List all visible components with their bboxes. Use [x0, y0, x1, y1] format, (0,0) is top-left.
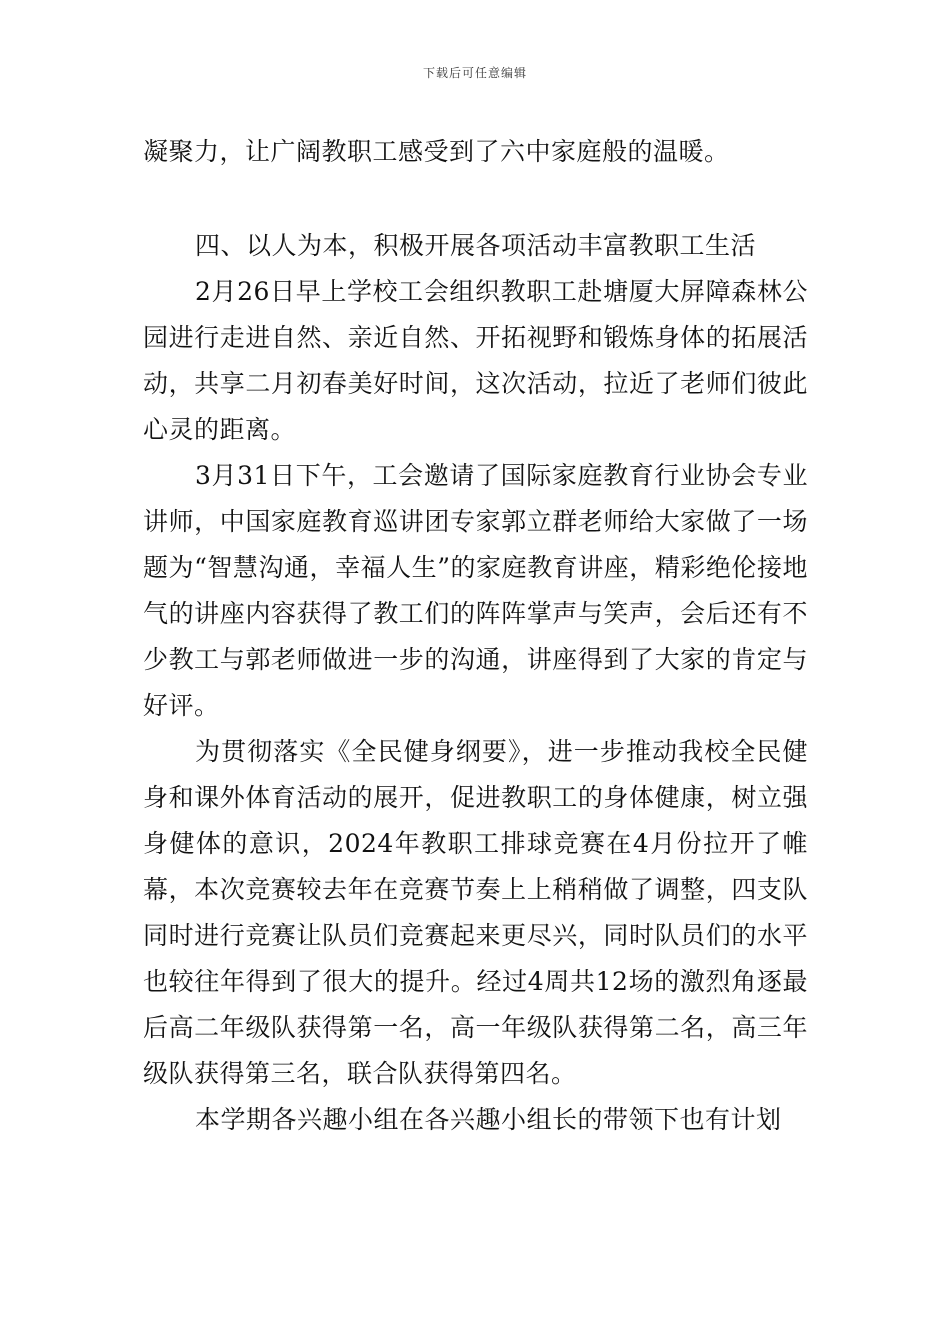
paragraph-interest-groups: 本学期各兴趣小组在各兴趣小组长的带领下也有计划: [195, 1105, 782, 1134]
paragraph-family-education-lecture: 3月31日下午，工会邀请了国际家庭教育行业协会专业讲师，中国家庭教育巡讲团专家郭立群老师给大家做了一场题为“智慧沟通，幸福人生”的家庭教育讲座，精彩绝伦接地气的讲座内容获得了教工们的阵阵掌声与笑声，会后还有不少教工与郭老师做进一步的沟通，讲座得到了大家的肯定与好评。: [143, 461, 808, 720]
page-header-note: 下载后可任意编辑: [422, 66, 527, 80]
section-heading: 四、以人为本，积极开展各项活动丰富教职工生活: [195, 231, 757, 260]
paragraph-forest-park-activity: 2月26日早上学校工会组织教职工赴塘厦大屏障森林公园进行走进自然、亲近自然、开拓视野和锻炼身体的拓展活动，共享二月初春美好时间，这次活动，拉近了老师们彼此心灵的距离。: [143, 277, 808, 444]
paragraph-volleyball-competition: 为贯彻落实《全民健身纲要》，进一步推动我校全民健身和课外体育活动的展开，促进教职工的身体健康，树立强身健体的意识，2024年教职工排球竞赛在4月份拉开了帷幕，本次竞赛较去年在竞赛节奏上上稍稍做了调整，四支队同时进行竞赛让队员们竞赛起来更尽兴，同时队员们的水平也较往年得到了很大的提升。经过4周共12场的激烈角逐最后高二年级队获得第一名，高一年级队获得第二名，高三年级队获得第三名，联合队获得第四名。: [143, 737, 808, 1088]
paragraph-continuation: 凝聚力，让广阔教职工感受到了六中家庭般的温暖。: [143, 137, 730, 166]
document-body: [143, 129, 808, 1143]
